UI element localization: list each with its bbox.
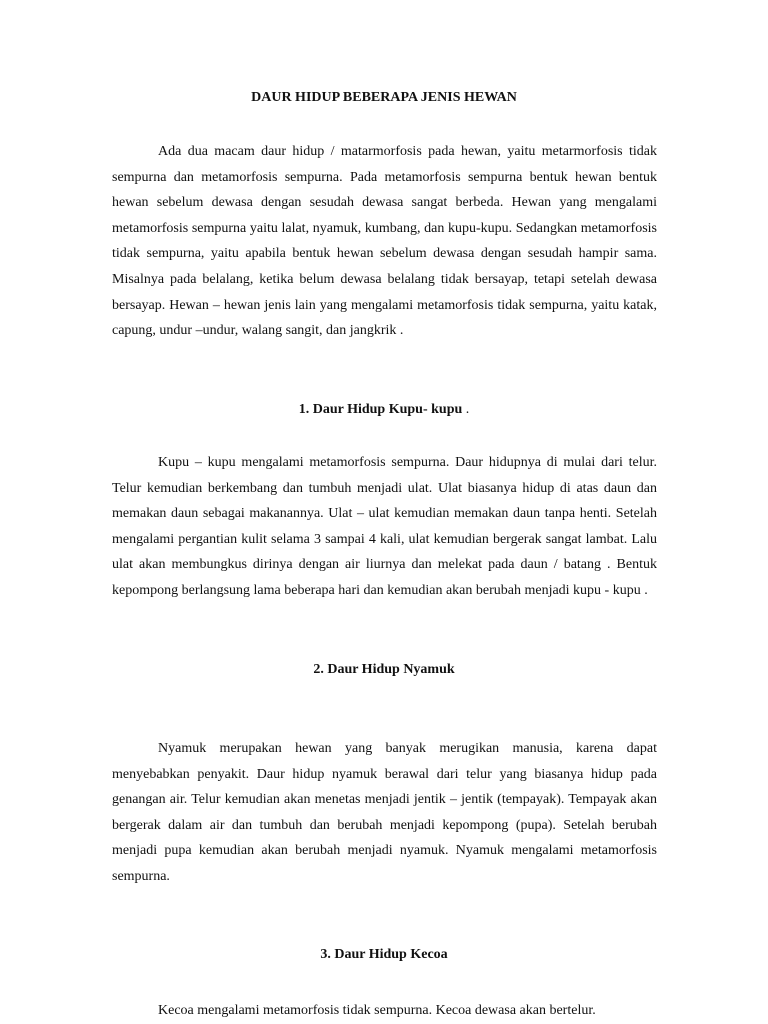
section-heading-kupu-kupu — [0, 402, 768, 418]
section-heading-kecoa — [0, 947, 768, 963]
section-paragraph-kupu-kupu: Kupu – kupu mengalami metamorfosis sempurna. Daur hidupnya di mulai dari telur. Telur kemudian berkembang dan tumbuh menjadi ulat. Ulat biasanya hidup di atas daun dan memakan daun sebagai makanannya. Ulat – ulat kemudian memakan daun tanpa henti. Setelah mengalami pergantian kulit selama 3 sampai 4 kali, ulat kemudian bergerak sangat lambat. Lalu ulat akan membungkus dirinya dengan air liurnya dan melekat pada daun / batang . Bentuk kepompong berlangsung lama beberapa hari dan kemudian akan berubah menjadi kupu - kupu . — [112, 455, 657, 598]
section-paragraph-nyamuk: Nyamuk merupakan hewan yang banyak merugikan manusia, karena dapat menyebabkan penyakit. Daur hidup nyamuk berawal dari telur yang biasanya hidup pada genangan air. Telur kemudian akan menetas menjadi jentik – jentik (tempayak). Tempayak akan bergerak dalam air dan tumbuh dan berubah menjadi kepompong (pupa). Setelah berubah menjadi pupa kemudian akan berubah menjadi nyamuk. Nyamuk mengalami metamorfosis sempurna. — [112, 741, 657, 884]
intro-paragraph: Ada dua macam daur hidup / matarmorfosis pada hewan, yaitu metarmorfosis tidak sempurna dan metamorfosis sempurna. Pada metamorfosis sempurna bentuk hewan bentuk hewan sebelum dewasa dengan sesudah dewasa sangat berbeda. Hewan yang mengalami metamorfosis sempurna yaitu lalat, nyamuk, kumbang, dan kupu-kupu. Sedangkan metamorfosis tidak sempurna, yaitu apabila bentuk hewan sebelum dewasa dengan sesudah hampir sama. Misalnya pada belalang, ketika belum dewasa belalang tidak bersayap, tetapi setelah dewasa bersayap. Hewan – hewan jenis lain yang mengalami metamorfosis tidak sempurna, yaitu katak, capung, undur –undur, walang sangit, dan jangkrik . — [112, 144, 657, 339]
document-title: DAUR HIDUP BEBERAPA JENIS HEWAN — [251, 90, 517, 105]
section-heading-text: 3. Daur Hidup Kecoa — [320, 947, 448, 962]
section-heading-text: 2. Daur Hidup Nyamuk — [313, 662, 455, 677]
section-heading-nyamuk — [0, 662, 768, 678]
section-heading-text: 1. Daur Hidup Kupu- kupu — [298, 402, 463, 417]
section-heading-trail: . — [462, 402, 470, 417]
section-paragraph-kecoa: Kecoa mengalami metamorfosis tidak sempurna. Kecoa dewasa akan bertelur. — [158, 1003, 596, 1018]
